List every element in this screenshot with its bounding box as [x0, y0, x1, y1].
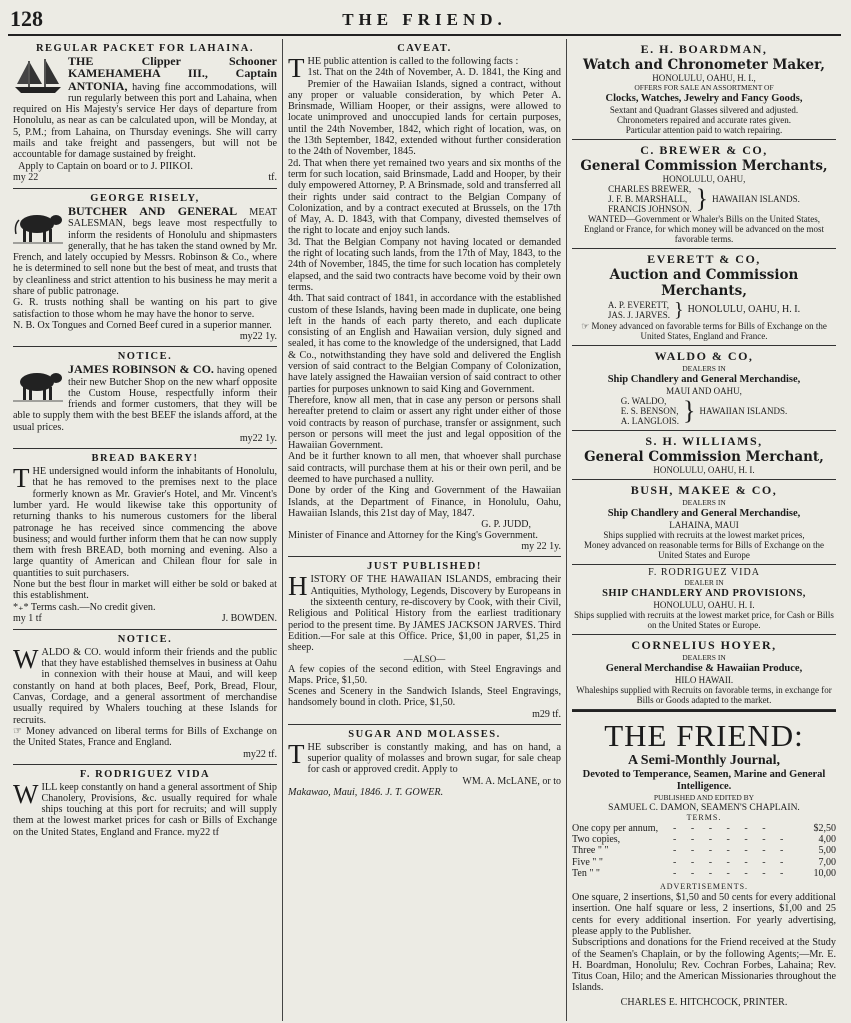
- brewer-place: HONOLULU, OAHU,: [662, 174, 746, 184]
- history-heading: JUST PUBLISHED!: [367, 561, 482, 573]
- friend-devoted: Devoted to Temperance, Seamen, Marine and General Intelligence.: [582, 769, 826, 792]
- waldo-p2: E. S. BENSON,: [620, 406, 679, 416]
- packet-apply-text: Apply to Captain on board or to: [18, 160, 149, 172]
- bush-dealers: DEALERS IN: [682, 498, 726, 507]
- column-left: [8, 39, 283, 1021]
- history-p3: Scenes and Scenery in the Sandwich Islands, Steel Engravings, handsomely bound in cloth. Price, $1,50.: [288, 686, 561, 709]
- column-right: [567, 39, 841, 1021]
- sugar-agent: WM. A. McLANE, or to: [462, 775, 561, 787]
- waldo-place: MAUI AND OAHU,: [666, 386, 742, 396]
- everett-card: [572, 249, 836, 346]
- brewer-p2: J. F. B. MARSHALL,: [608, 194, 688, 204]
- caveat-p4: 4th. That said contract of 1841, in accordance with the established custom of these Islands, having been made in duplicate, one being left in the hands of each party thereto, and each duplicate consisting of an English and Hawaiian version, duly signed and sealed, it has come to the knowledge of the undersigned, that Ladd & Co., notwithstanding they have sold and delivered the English version of said contract to the Belgian Company of Colonization, have lately assigned the Hawaiian version of said contract to other parties for purposes unknown to said King and Government.: [288, 293, 561, 395]
- bush-place: LAHAINA, MAUI: [669, 520, 739, 530]
- boardman-l3: Particular attention paid to watch repairing.: [625, 125, 783, 135]
- bush-goods: Ship Chandlery and General Merchandise,: [607, 508, 801, 519]
- rate-leader: - - - - - - -: [673, 867, 790, 879]
- boardman-goods: Clocks, Watches, Jewelry and Fancy Goods,: [605, 93, 803, 104]
- rate-leader: - - - - - - -: [673, 856, 790, 868]
- history-also: —ALSO—: [403, 653, 446, 664]
- caveat-p5: Therefore, know all men, that in case any person or persons shall hereafter pretend to claim or assert any right under either of those void contracts by reason of purchase, transfer or assignment, such person or persons will meet the just and legal opposition of the Hawaiian Government.: [288, 394, 561, 452]
- bread-heading: BREAD BAKERY!: [91, 453, 199, 465]
- vida-dropcap: W: [13, 778, 39, 809]
- bread-dropcap: T: [13, 463, 30, 494]
- robinson-lead: JAMES ROBINSON & CO.: [68, 362, 214, 377]
- vida-left-body: ILL keep constantly on hand a general assortment of Ship Chanolery, Provisions, &c. usually required for whale ships touching at this port for recruits; and will supply them at the lowest market prices for cash or Bills of Exchange on the United States, England and France.: [13, 781, 277, 838]
- brewer-p3: FRANCIS JOHNSON.: [608, 204, 692, 214]
- rate-price: 4,00: [818, 834, 836, 846]
- everett-name: EVERETT & CO,: [647, 252, 761, 266]
- history-p2: A few copies of the second edition, with Steel Engravings and Maps. Price, $1,50.: [288, 663, 561, 686]
- hoyer-l1: Whaleships supplied with Recruits on favorable terms, in exchange for Bills or Goods adapted to the market.: [576, 685, 832, 705]
- rate-leader: - - - - - - -: [673, 834, 790, 846]
- risely-ad: [13, 189, 277, 347]
- friend-title: THE FRIEND:: [604, 718, 804, 753]
- waldo-notice-date: my22 tf.: [243, 748, 277, 760]
- boardman-l2: Chronometers repaired and accurate rates given.: [617, 115, 791, 125]
- brace-icon: }: [682, 396, 696, 425]
- hoyer-card: [572, 635, 836, 710]
- risely-body: MEAT SALESMAN, begs leave most respectfully to inform the residents of Honolulu and shipmasters generally, that he has taken the stand owned by Mr. French, and lately occupied by Messrs. Robinson & Co., where he is determined to sell none but the best of meat, and trusts that by cleanliness and strict attention to his business he may merit a share of public patronage.: [13, 206, 277, 298]
- everett-trade: Auction and Commission Merchants,: [609, 267, 799, 299]
- bread-terms: *₊* Terms cash.—No credit given.: [13, 601, 156, 613]
- hoyer-place: HILO HAWAII.: [674, 675, 734, 685]
- rate-price: 10,00: [813, 867, 836, 879]
- caveat-ad: [288, 39, 561, 557]
- waldo-card: [572, 346, 836, 431]
- risely-lead: BUTCHER AND GENERAL: [68, 203, 238, 218]
- hoyer-goods: General Merchandise & Hawaiian Produce,: [605, 663, 803, 674]
- rate-label: Five " ": [572, 856, 603, 868]
- rate-row: [572, 845, 836, 856]
- column-middle: [283, 39, 567, 1021]
- caveat-heading: CAVEAT.: [397, 43, 452, 54]
- caveat-signer: G. P. JUDD,: [481, 519, 531, 531]
- waldo-name: WALDO & CO,: [654, 349, 754, 363]
- masthead: [8, 4, 841, 36]
- everett-money: ☞ Money advanced on favorable terms for Bills of Exchange on the United States, England and France.: [581, 321, 827, 341]
- vida-left-heading: F. RODRIGUEZ VIDA: [79, 768, 211, 780]
- friend-adv-heading: ADVERTISEMENTS.: [659, 882, 749, 892]
- packet-body: having fine accommodations, will run regularly between this port and Lahaina, when required on His Majesty's service Her days of departure from Honolulu, as near as can be calculated upon, will be Monday, at 5, P.M.; from Lahaina, on Thursday evenings. She will carry mails and take freight and passengers, but will not be accountable for damage sustained by freight.: [13, 81, 277, 161]
- ox-icon: [13, 365, 63, 403]
- vida-left-date: my22 tf: [187, 826, 219, 838]
- waldo-p3: A. LANGLOIS.: [620, 416, 679, 426]
- bush-l1: Ships supplied with recruits at the lowest market prices,: [603, 530, 805, 540]
- robinson-heading: NOTICE.: [117, 351, 173, 363]
- columns: [8, 39, 841, 1021]
- history-dropcap: H: [288, 571, 308, 602]
- waldo-partners: [572, 396, 836, 426]
- bread-signer: J. BOWDEN.: [221, 612, 277, 624]
- friend-printer: CHARLES E. HITCHCOCK, PRINTER.: [620, 996, 788, 1008]
- rate-label: Two copies,: [572, 834, 621, 846]
- robinson-date: my22 1y.: [239, 433, 277, 445]
- risely-heading: GEORGE RISELY,: [90, 192, 200, 204]
- brewer-trade: General Commission Merchants,: [580, 158, 828, 174]
- waldo-dropcap: W: [13, 643, 39, 674]
- everett-partners: [572, 299, 836, 321]
- rate-row: [572, 823, 836, 834]
- friend-subtitle: A Semi-Monthly Journal,: [627, 753, 781, 768]
- waldo-dealers: DEALERS IN: [682, 364, 726, 373]
- bread-date: my 1 tf: [13, 612, 42, 624]
- waldo-islands: HAWAIIAN ISLANDS.: [699, 406, 788, 416]
- friend-prospectus: [572, 710, 836, 1012]
- packet-ad: [13, 39, 277, 189]
- rate-label: Three " ": [572, 845, 609, 857]
- vida-goods: SHIP CHANDLERY AND PROVISIONS,: [602, 588, 806, 599]
- rate-row: [572, 834, 836, 845]
- bush-card: [572, 480, 836, 565]
- robinson-notice: [13, 347, 277, 449]
- rates-table: [572, 823, 836, 879]
- bush-l2: Money advanced on reasonable terms for Bills of Exchange on the United States and Europe: [584, 540, 824, 560]
- boardman-place: HONOLULU, OAHU, H. I.,: [652, 73, 756, 83]
- sugar-heading: SUGAR AND MOLASSES.: [348, 728, 501, 740]
- risely-date: my22 1y.: [239, 331, 277, 343]
- caveat-date: my 22 1y.: [521, 541, 561, 553]
- ship-icon: [13, 57, 63, 95]
- everett-p1: A. P. EVERETT,: [607, 300, 670, 310]
- brace-icon: }: [695, 184, 709, 213]
- rate-price: 5,00: [818, 845, 836, 857]
- bread-body: HE undersigned would inform the inhabitants of Honolulu, that he has removed to the premises next to the place formerly known as Mr. Gravier's Hotel, and Mr. Vincent's lumber yard. He would likewise take this opportunity of returning thanks to his numerous customers for the liberal patronage he has received since commencing the above business; and would further inform them that he can now supply them with fresh BREAD, both morning and evening. Also a large quantity of American and Chilean flour for sale in quantities to suit purchasers.: [13, 466, 277, 579]
- boardman-card: [572, 39, 836, 140]
- page-number: 128: [10, 6, 43, 31]
- bread-para2: None but the best flour in market will either be sold or baked at this establishment.: [13, 578, 277, 602]
- history-date: m29 tf.: [532, 708, 561, 720]
- sugar-dropcap: T: [288, 738, 305, 769]
- rate-leader: - - - - - - -: [673, 845, 790, 857]
- packet-lead: THE Clipper Schooner KAMEHAMEHA III., Captain ANTONIA,: [68, 54, 277, 93]
- newspaper-title: THE FRIEND.: [342, 10, 507, 29]
- friend-editor: SAMUEL C. DAMON, SEAMEN'S CHAPLAIN.: [608, 803, 800, 813]
- hoyer-name: CORNELIUS HOYER,: [631, 638, 777, 652]
- rate-row: [572, 857, 836, 868]
- rate-label: Ten " ": [572, 867, 601, 879]
- vida-place: HONOLULU, OAHU. H. I.: [653, 600, 755, 610]
- waldo-notice: [13, 630, 277, 765]
- friend-published: PUBLISHED AND EDITED BY: [653, 793, 755, 802]
- vida-name: F. RODRIGUEZ VIDA: [648, 567, 760, 578]
- waldo-p1: G. WALDO,: [620, 396, 667, 406]
- boardman-l1: Sextant and Quadrant Glasses silvered and adjusted.: [609, 105, 799, 115]
- brace-icon: }: [673, 299, 684, 321]
- caveat-p3: 3d. That the Belgian Company not having located or demanded the right of locating such lands, from the 17th of May, 1843, to the 24th of November, 1845, the time for such location has completely elapsed, and the said two contracts have become void by their own terms.: [288, 236, 561, 293]
- vida-dealer: DEALER IN: [684, 578, 724, 587]
- boardman-trade: Watch and Chronometer Maker,: [583, 57, 825, 73]
- friend-adv: One square, 2 insertions, $1,50 and 50 cents for every additional insertion. One half square or less, 2 insertions, $1,00 and 25 cents for every additional insertion. For yearly advertising, please apply to the Publisher.: [572, 892, 836, 937]
- waldo-notice-body: ALDO & CO. would inform their friends and the public that they have established themselves in business at Oahu in connexion with their house at Maui, and will keep constantly on hand at both places, Beef, Pork, Bread, Flour, Canvas, Cordage, and a general assortment of merchandise usually required by Whalers touching at these Islands for recruits.: [13, 646, 277, 726]
- risely-para2: G. R. trusts nothing shall be wanting on his part to give satisfaction to those whom he may have the honor to serve.: [13, 297, 277, 320]
- caveat-intro: HE public attention is called to the following facts :: [307, 56, 519, 67]
- sugar-body: HE subscriber is constantly making, and has on hand, a superior quality of molasses and brown sugar, for sale cheap for cash or approved credit. Apply to: [307, 741, 561, 776]
- brewer-card: [572, 140, 836, 249]
- sugar-sign: Makawao, Maui, 1846. J. T. GOWER.: [288, 786, 444, 798]
- brewer-partners: [572, 184, 836, 214]
- rate-label: One copy per annum,: [572, 823, 659, 834]
- friend-terms: TERMS.: [686, 813, 722, 822]
- sugar-ad: [288, 725, 561, 802]
- brewer-wanted: WANTED—Government or Whaler's Bills on the United States, England or France, for which money will be advanced on the most favorable terms.: [584, 214, 824, 244]
- williams-card: [572, 431, 836, 480]
- williams-trade: General Commission Merchant,: [584, 449, 824, 465]
- friend-subs: Subscriptions and donations for the Friend received at the Study of the Seamen's Chaplain, or by the following Agents;—Mr. E. H. Boardman, Honolulu; Rev. Cochran Forbes, Lahaina; Rev. Titus Coan, Hilo; and the American Missionaries throughout the Islands.: [572, 937, 836, 994]
- rate-leader: - - - - - -: [673, 823, 772, 834]
- packet-date: my 22: [13, 171, 39, 183]
- vida-l1: Ships supplied with recruits at the lowest market price, for Cash or Bills on the United States or Europe.: [574, 610, 834, 630]
- boardman-offers: OFFERS FOR SALE AN ASSORTMENT OF: [634, 83, 774, 92]
- boardman-name: E. H. BOARDMAN,: [640, 42, 768, 56]
- caveat-p7: Done by order of the King and Government of the Hawaiian Islands, at the Department of Finance, in Honolulu, Oahu, Hawaiian Islands, this 21st day of May, 1847.: [288, 485, 561, 519]
- vida-card: [572, 565, 836, 635]
- caveat-dropcap: T: [288, 53, 305, 83]
- caveat-p1: 1st. That on the 24th of November, A. D. 1841, the King and Premier of the Hawaiian Islands, signed a contract, without any proper or valuable consideration, by which Peter A. Brinsmade, William Hooper, or their assigns, were allowed to locate unimproved and unoccupied lands for certain purposes, until the 24th November, 1842, which right of location, was, on the 13th September, 1842, extended without further consideration to the 24th of November, 1845.: [288, 67, 561, 158]
- packet-heading: REGULAR PACKET FOR LAHAINA.: [35, 43, 255, 54]
- waldo-notice-heading: NOTICE.: [117, 633, 173, 645]
- caveat-p6: And be it further known to all men, that whoever shall purchase said contracts, will purchase them at his or their own peril, and be deemed to have purchased a nullity.: [288, 451, 561, 485]
- hoyer-dealers: DEALERS IN: [682, 653, 726, 662]
- packet-tf: tf.: [268, 171, 277, 183]
- vida-ad-left: [13, 765, 277, 842]
- waldo-notice-money: ☞ Money advanced on liberal terms for Bills of Exchange on the United States, France and England.: [13, 725, 277, 749]
- everett-p2: JAS. J. JARVES.: [607, 310, 670, 320]
- everett-place: HONOLULU, OAHU, H. I.: [687, 304, 801, 315]
- history-body: ISTORY OF THE HAWAIIAN ISLANDS, embracing their Antiquities, Mythology, Legends, Discovery by Europeans in the sixteenth century, re-discovery by Cook, with their Civil, Religious and Political History from the earliest traditionary period to the present time. By JAMES JACKSON JARVES. Third Edition.—For sale at this Office. Price, $1,00 in paper, $1,25 in sheep.: [288, 574, 561, 654]
- williams-name: S. H. WILLIAMS,: [645, 434, 763, 448]
- brewer-p1: CHARLES BREWER,: [608, 184, 692, 194]
- rate-row: [572, 868, 836, 879]
- bush-name: BUSH, MAKEE & CO,: [630, 483, 778, 497]
- waldo-goods: Ship Chandlery and General Merchandise,: [607, 374, 801, 385]
- brewer-islands: HAWAIIAN ISLANDS.: [712, 194, 800, 204]
- rate-price: 7,00: [818, 856, 836, 868]
- packet-signer: J. PIIKOI.: [150, 160, 193, 172]
- williams-place: HONOLULU, OAHU, H. I.: [653, 465, 755, 475]
- history-ad: [288, 557, 561, 724]
- packet-apply: [13, 161, 277, 172]
- ox-icon: [13, 207, 63, 245]
- risely-nb: N. B. Ox Tongues and Corned Beef cured in a superior manner.: [13, 319, 272, 331]
- bread-bakery-ad: [13, 449, 277, 630]
- caveat-p2: 2d. That when there yet remained two years and six months of the term for such location, said Brinsmade, Ladd and Hooper, by their duly empowered Attorney, P. A Brinsmade, sold and transferred all their rights under said contract to the Belgian Company of Colonization, and by a contract executed at Brussels, on the 17th of May, A. D. 1843, with that Company, divested themselves of the right to locate and enjoy such lands.: [288, 157, 561, 237]
- rate-price: $2,50: [813, 823, 836, 834]
- caveat-title: Minister of Finance and Attorney for the King's Government.: [288, 530, 538, 542]
- brewer-name: C. BREWER & CO,: [640, 143, 768, 157]
- robinson-body: having opened their new Butcher Shop on the new wharf opposite the Custom House, respectfully inform their friends and former customers, that they will be able to supply them with the best BEEF the islands afford, at the usual prices.: [13, 365, 277, 433]
